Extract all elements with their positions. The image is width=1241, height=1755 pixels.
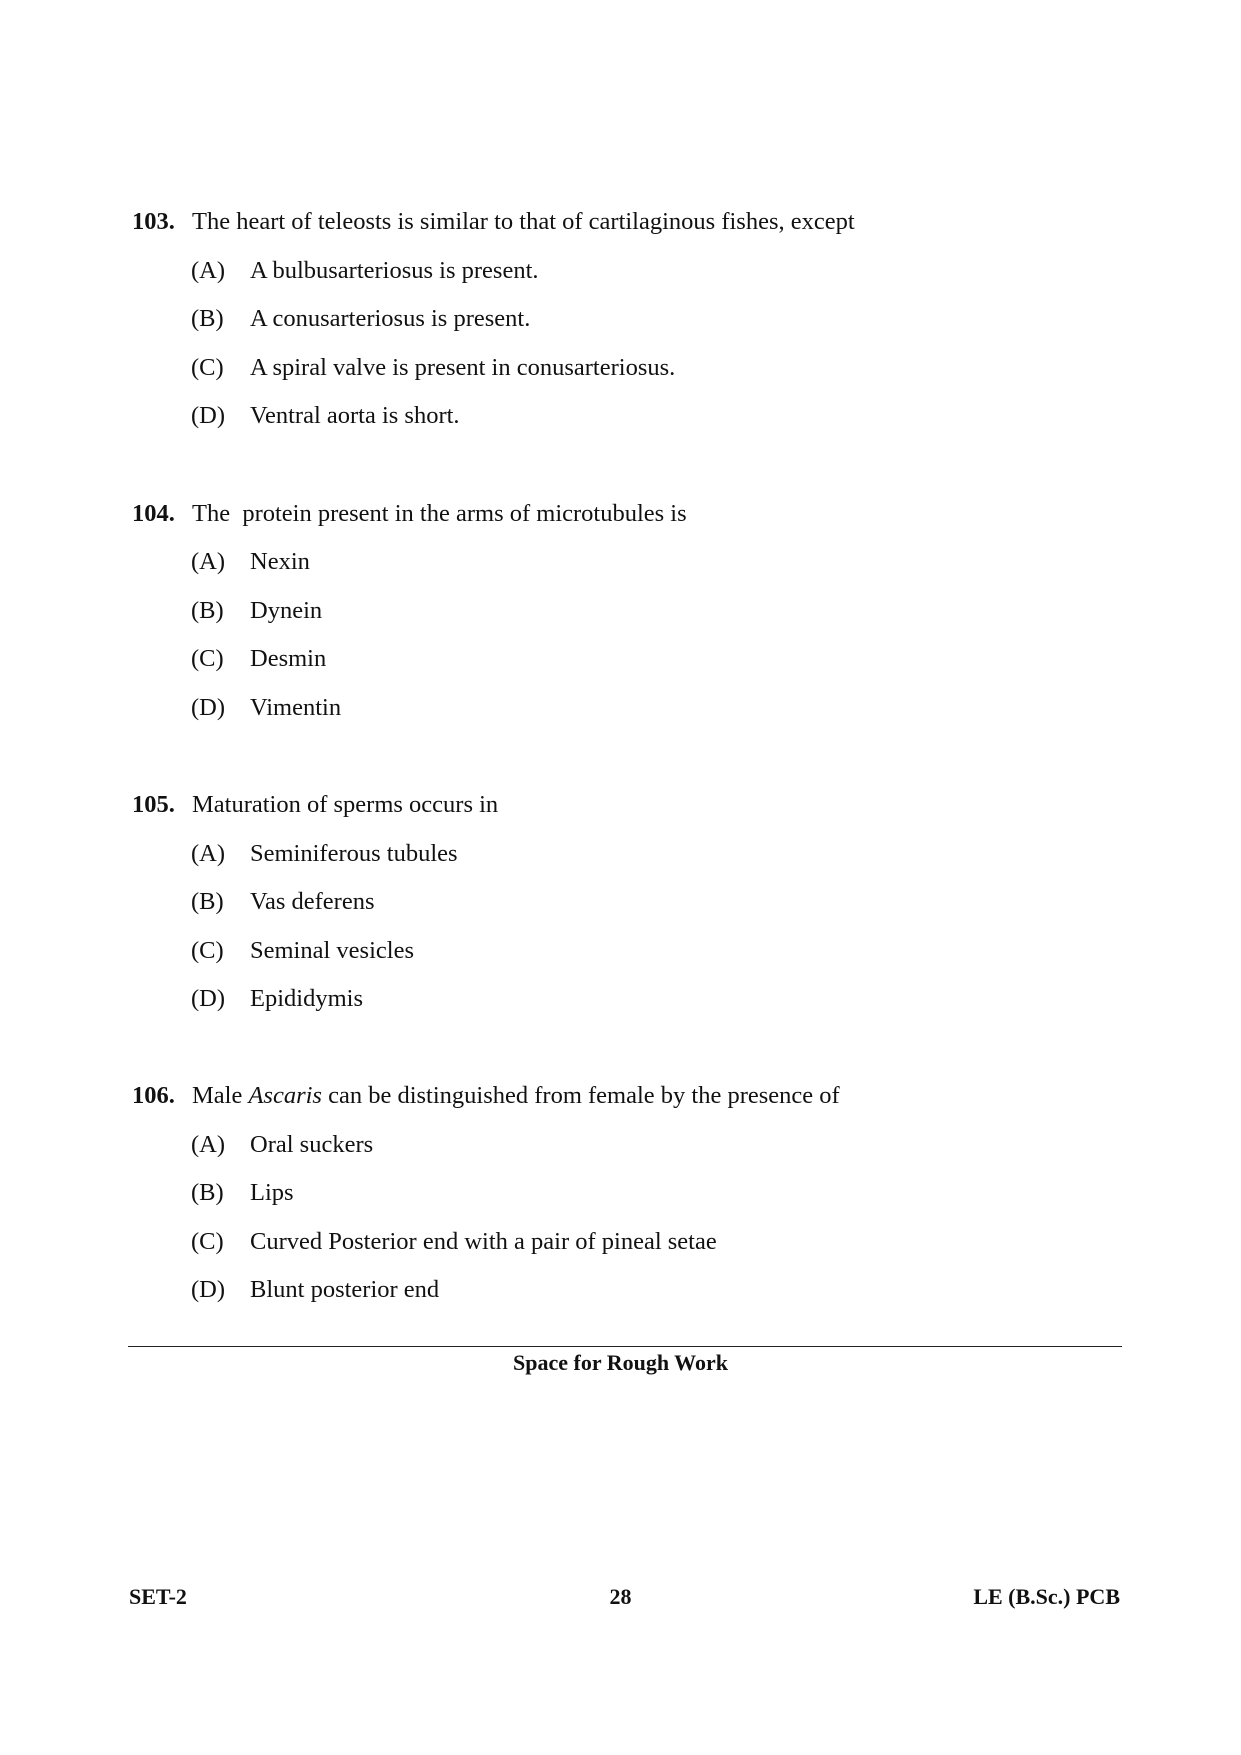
option-letter: (B)	[191, 888, 224, 915]
question-text: Maturation of sperms occurs in	[192, 791, 499, 818]
option-letter: (D)	[191, 402, 226, 429]
option-letter: (C)	[191, 937, 224, 964]
question-text: The protein present in the arms of microtubules is	[192, 500, 687, 527]
option-a	[191, 839, 458, 869]
option-text: Curved Posterior end with a pair of pineal setae	[250, 1228, 717, 1255]
option-d	[191, 984, 363, 1014]
footer-paper-code: LE (B.Sc.) PCB	[973, 1584, 1120, 1609]
option-letter: (D)	[191, 1276, 226, 1303]
option-text: Vimentin	[250, 694, 342, 721]
question-number: 106.	[132, 1082, 175, 1109]
option-text: Desmin	[250, 645, 327, 672]
option-letter: (A)	[191, 257, 226, 284]
footer-set: SET-2	[129, 1584, 187, 1609]
option-text: Nexin	[250, 548, 310, 575]
question-number: 105.	[132, 791, 175, 818]
question-stem	[132, 499, 1132, 529]
option-c	[191, 936, 414, 966]
option-letter: (D)	[191, 985, 226, 1012]
option-a	[191, 547, 310, 577]
option-text: Seminal vesicles	[250, 937, 414, 964]
option-a	[191, 256, 539, 286]
option-d	[191, 1275, 439, 1305]
option-text: Epididymis	[250, 985, 363, 1012]
question-text: The heart of teleosts is similar to that of cartilaginous fishes, except	[192, 208, 855, 235]
question-number: 104.	[132, 500, 175, 527]
option-letter: (B)	[191, 1179, 224, 1206]
option-letter: (C)	[191, 645, 224, 672]
option-c	[191, 1227, 717, 1257]
question-text-italic: Ascaris	[248, 1082, 322, 1109]
option-b	[191, 1178, 294, 1208]
option-a	[191, 1130, 373, 1160]
option-c	[191, 644, 326, 674]
option-text: A conusarteriosus is present.	[250, 305, 531, 332]
option-letter: (C)	[191, 354, 224, 381]
option-letter: (A)	[191, 1131, 226, 1158]
option-text: Oral suckers	[250, 1131, 374, 1158]
rough-work-divider	[128, 1346, 1122, 1347]
question-106	[132, 1081, 1132, 1303]
question-103	[132, 207, 1132, 429]
rough-work-heading: Space for Rough Work	[513, 1350, 728, 1375]
option-b	[191, 596, 322, 626]
question-stem	[132, 1081, 1132, 1111]
option-text: Dynein	[250, 597, 323, 624]
option-d	[191, 693, 341, 723]
question-text-before: Male	[192, 1082, 249, 1109]
option-text: A bulbusarteriosus is present.	[250, 257, 539, 284]
option-text: Seminiferous tubules	[250, 840, 458, 867]
option-letter: (B)	[191, 305, 224, 332]
option-b	[191, 887, 375, 917]
question-number: 103.	[132, 208, 175, 235]
option-text: Vas deferens	[250, 888, 375, 915]
option-d	[191, 401, 460, 431]
option-letter: (B)	[191, 597, 224, 624]
question-105	[132, 790, 1132, 1012]
option-b	[191, 304, 530, 334]
option-letter: (D)	[191, 694, 226, 721]
option-letter: (A)	[191, 548, 226, 575]
option-letter: (C)	[191, 1228, 224, 1255]
option-text: A spiral valve is present in conusarteriosus.	[250, 354, 676, 381]
question-stem	[132, 790, 1132, 820]
option-text: Lips	[250, 1179, 294, 1206]
footer-page-number: 28	[609, 1584, 632, 1609]
question-stem	[132, 207, 1132, 237]
question-text-after: can be distinguished from female by the presence of	[321, 1082, 840, 1109]
option-letter: (A)	[191, 840, 226, 867]
question-104	[132, 499, 1132, 721]
option-text: Ventral aorta is short.	[250, 402, 460, 429]
option-c	[191, 353, 675, 383]
option-text: Blunt posterior end	[250, 1276, 440, 1303]
